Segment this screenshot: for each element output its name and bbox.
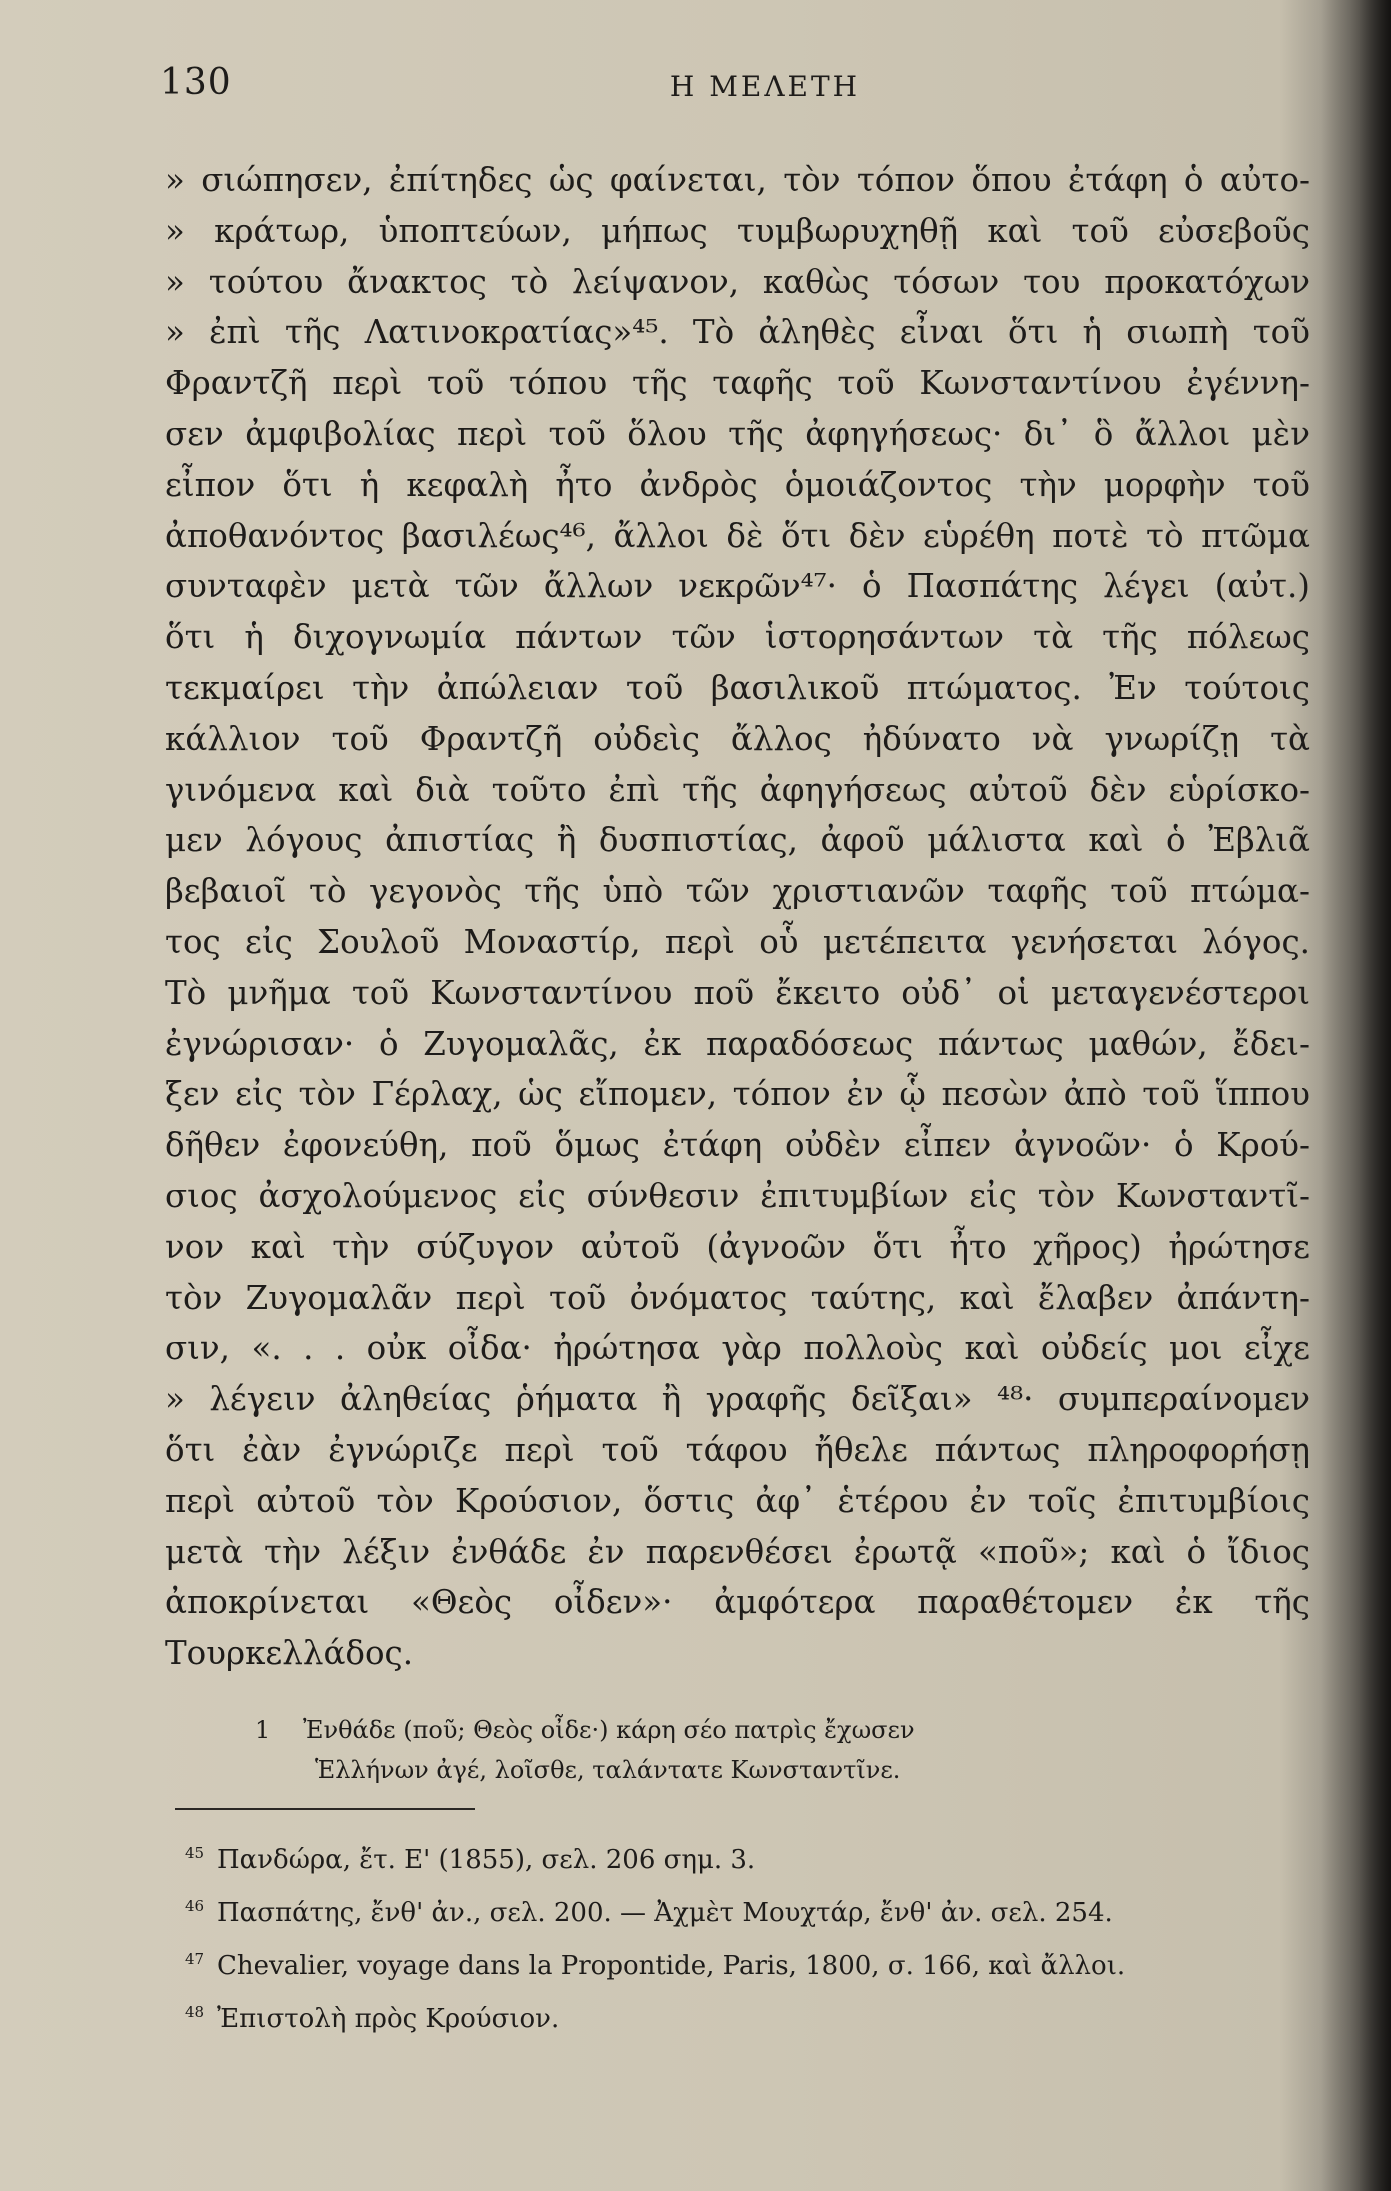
text-line: σιν, «. . . οὐκ οἶδα· ἠρώτησα γὰρ πολλοὺς καὶ οὐδείς μοι εἶχε	[165, 1329, 1310, 1368]
text-line: σεν ἀμφιβολίας περὶ τοῦ ὅλου τῆς ἀφηγήσεως· δι᾽ ὃ ἄλλοι μὲν	[165, 414, 1310, 453]
text-line: Τὸ μνῆμα τοῦ Κωνσταντίνου ποῦ ἔκειτο οὐδ᾽ οἱ μεταγενέστεροι	[165, 973, 1310, 1012]
text-line: ἀποκρίνεται «Θεὸς οἶδεν»· ἀμφότερα παραθέτομεν ἐκ τῆς	[165, 1583, 1310, 1622]
footnote-text: Chevalier, voyage dans la Propontide, Paris, 1800, σ. 166, καὶ ἄλλοι.	[217, 1951, 1126, 1981]
page-header	[160, 62, 1280, 122]
verse-line: Ἑλλήνων ἀγέ, λοῖσθε, ταλάντατε Κωνσταντῖνε.	[315, 1756, 901, 1784]
text-line: τος εἰς Σουλοῦ Μοναστίρ, περὶ οὗ μετέπειτα γενήσεται λόγος.	[165, 922, 1310, 961]
text-line: γινόμενα καὶ διὰ τοῦτο ἐπὶ τῆς ἀφηγήσεως αὐτοῦ δὲν εὑρίσκο-	[165, 770, 1310, 809]
verse-line: Ἐνθάδε (ποῦ; Θεὸς οἶδε·) κάρη σέο πατρὶς ἔχωσεν	[303, 1716, 915, 1744]
text-line: ὅτι ἐὰν ἐγνώριζε περὶ τοῦ τάφου ἤθελε πάντως πληροφορήσῃ	[165, 1430, 1310, 1469]
footnote-number: 46	[185, 1897, 205, 1915]
text-line: » σιώπησεν, ἐπίτηδες ὡς φαίνεται, τὸν τόπον ὅπου ἐτάφη ὁ αὐτο-	[165, 161, 1310, 199]
footnote-45	[185, 1830, 1265, 1883]
text-line: ἀποθανόντος βασιλέως⁴⁶, ἄλλοι δὲ ὅτι δὲν εὑρέθη ποτὲ τὸ πτῶμα	[165, 516, 1310, 555]
text-line: μεν λόγους ἀπιστίας ἢ δυσπιστίας, ἀφοῦ μάλιστα καὶ ὁ Ἐβλιᾶ	[165, 821, 1310, 860]
text-line: σιος ἀσχολούμενος εἰς σύνθεσιν ἐπιτυμβίων εἰς τὸν Κωνσταντῖ-	[165, 1176, 1310, 1215]
text-line: » τούτου ἄνακτος τὸ λείψανον, καθὼς τόσων του προκατόχων	[165, 262, 1310, 301]
footnotes	[185, 1830, 1265, 2042]
text-line: » ἐπὶ τῆς Λατινοκρατίας»⁴⁵. Τὸ ἀληθὲς εἶναι ὅτι ἡ σιωπὴ τοῦ	[165, 313, 1310, 352]
text-line: νον καὶ τὴν σύζυγον αὐτοῦ (ἀγνοῶν ὅτι ἦτο χῆρος) ἠρώτησε	[165, 1227, 1310, 1266]
footnote-48	[185, 1989, 1265, 2042]
footnote-47	[185, 1936, 1265, 1989]
text-line: περὶ αὐτοῦ τὸν Κρούσιον, ὅστις ἀφ᾽ ἑτέρου ἐν τοῖς ἐπιτυμβίοις	[165, 1481, 1310, 1520]
text-line: δῆθεν ἐφονεύθη, ποῦ ὅμως ἐτάφη οὐδὲν εἶπεν ἀγνοῶν· ὁ Κρού-	[165, 1126, 1310, 1165]
running-title: Η ΜΕΛΕΤΗ	[669, 70, 861, 103]
text-line: » κράτωρ, ὑποπτεύων, μήπως τυμβωρυχηθῇ καὶ τοῦ εὐσεβοῦς	[165, 211, 1310, 250]
footnote-text: Πασπάτης, ἔνθ' ἀν., σελ. 200. — Ἀχμὲτ Μουχτάρ, ἔνθ' ἀν. σελ. 254.	[217, 1898, 1113, 1928]
text-line: Φραντζῆ περὶ τοῦ τόπου τῆς ταφῆς τοῦ Κωνσταντίνου ἐγέννη-	[165, 364, 1310, 403]
footnote-number: 45	[185, 1844, 205, 1862]
verse-footnote-number: 1	[255, 1716, 271, 1744]
text-line: ὅτι ἡ διχογνωμία πάντων τῶν ἱστορησάντων τὰ τῆς πόλεως	[165, 618, 1310, 657]
page-number: 130	[160, 62, 232, 103]
text-line: τεκμαίρει τὴν ἀπώλειαν τοῦ βασιλικοῦ πτώματος. Ἐν τούτοις	[165, 668, 1310, 707]
spine-shadow	[1321, 0, 1391, 2191]
text-line: τὸν Ζυγομαλᾶν περὶ τοῦ ὀνόματος ταύτης, καὶ ἔλαβεν ἀπάντη-	[165, 1278, 1310, 1317]
footnote-number: 47	[185, 1950, 205, 1968]
text-line: ξεν εἰς τὸν Γέρλαχ, ὡς εἴπομεν, τόπον ἐν ᾧ πεσὼν ἀπὸ τοῦ ἵππου	[165, 1075, 1310, 1114]
body-text	[165, 155, 1310, 1679]
footnote-text: Ἐπιστολὴ πρὸς Κρούσιον.	[217, 2004, 560, 2034]
verse-footnote	[255, 1710, 1175, 1790]
footnote-text: Πανδώρα, ἔτ. Ε' (1855), σελ. 206 σημ. 3.	[217, 1845, 756, 1875]
text-line: ἐγνώρισαν· ὁ Ζυγομαλᾶς, ἐκ παραδόσεως πάντως μαθών, ἔδει-	[165, 1024, 1310, 1063]
footnote-number: 48	[185, 2003, 205, 2021]
text-line: » λέγειν ἀληθείας ῥήματα ἢ γραφῆς δεῖξαι» ⁴⁸· συμπεραίνομεν	[165, 1380, 1310, 1419]
footnote-divider	[175, 1808, 475, 1810]
text-line: Τουρκελλάδος.	[165, 1634, 414, 1673]
text-line: μετὰ τὴν λέξιν ἐνθάδε ἐν παρενθέσει ἐρωτᾷ «ποῦ»; καὶ ὁ ἴδιος	[165, 1532, 1310, 1571]
text-line: βεβαιοῖ τὸ γεγονὸς τῆς ὑπὸ τῶν χριστιανῶν ταφῆς τοῦ πτώμα-	[165, 872, 1310, 911]
text-line: κάλλιον τοῦ Φραντζῆ οὐδεὶς ἄλλος ἠδύνατο νὰ γνωρίζῃ τὰ	[165, 719, 1310, 758]
text-line: εἶπον ὅτι ἡ κεφαλὴ ἦτο ἀνδρὸς ὁμοιάζοντος τὴν μορφὴν τοῦ	[165, 465, 1310, 504]
footnote-46	[185, 1883, 1265, 1936]
text-line: συνταφὲν μετὰ τῶν ἄλλων νεκρῶν⁴⁷· ὁ Πασπάτης λέγει (αὐτ.)	[165, 567, 1310, 606]
